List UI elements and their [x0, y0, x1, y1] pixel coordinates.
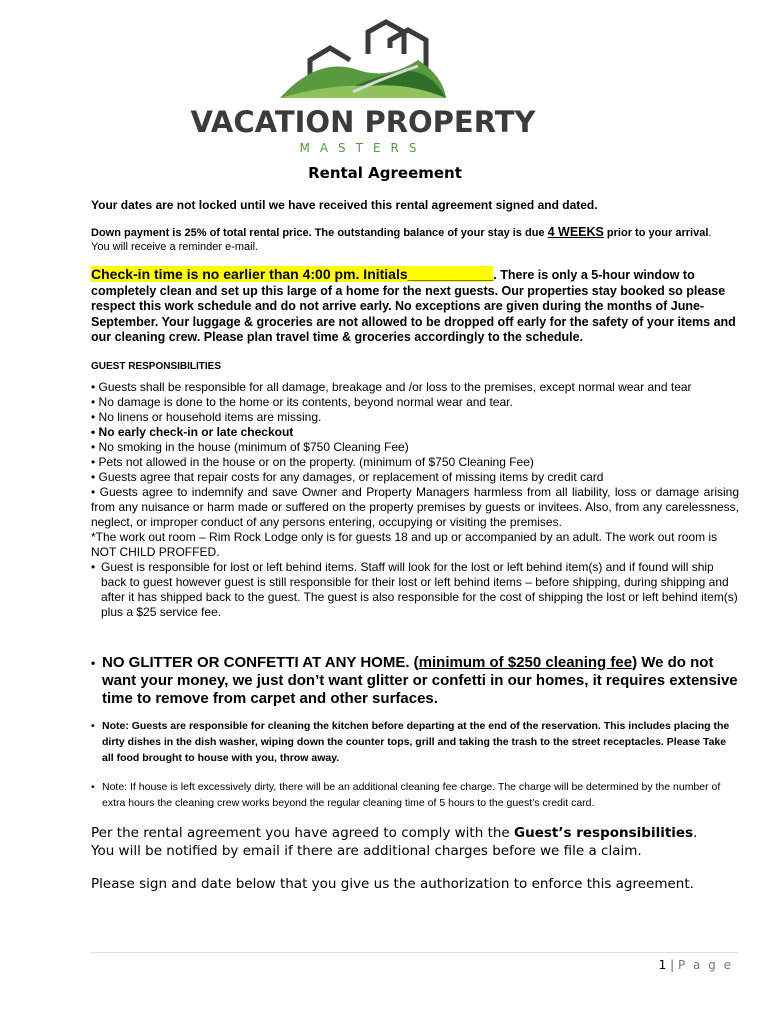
payment-paragraph: Down payment is 25% of total rental price. The outstanding balance of your stay is due 4 WEEKS prior to your arrival. You will receive a reminder e-mail. — [91, 225, 712, 253]
bullet-item: • Guests shall be responsible for all damage, breakage and /or loss to the premises, except normal wear and tear — [91, 380, 692, 394]
bullet-item: • Guest is responsible for lost or left behind items. Staff will look for the lost or left behind item(s) and if found will ship back to guest however guest is still responsible for their lost or left behind items – before shipping, during shipping and after it has shipped back to the guest. The guest is also responsible for the cost of shipping the lost or left behind item(s) plus a $25 service fee. — [91, 560, 738, 619]
footer-divider — [91, 952, 739, 953]
bullet-item: • Guests agree to indemnify and save Owner and Property Managers harmless from all liability, loss or damage arising from any nuisance or harm made or suffered on the property premises by guests or invitees. Also, from any carelessness, neglect, or improper conduct of any persons entering, occupying or visiting the premises. — [91, 485, 739, 529]
bullet-text: No smoking in the house (minimum of $750 Cleaning Fee) — [98, 440, 409, 454]
sign-instruction: Please sign and date below that you give us the authorization to enforce this agreement. — [91, 876, 694, 892]
closing-part2: . — [693, 825, 698, 841]
bullet-text: No damage is done to the home or its contents, beyond normal wear and tear. — [98, 395, 513, 409]
bullet-text: Guests agree to indemnify and save Owner and Property Managers harmless from all liability, loss or damage arising from any nuisance or harm made or suffered on the property premises by guests or invitees. Also, from any carelessness, neglect, or improper conduct of any persons entering, occupying or visiting the premises. — [91, 485, 739, 529]
bullet-item: • No linens or household items are missing. — [91, 410, 322, 424]
page-footer — [659, 958, 733, 972]
payment-part1: Down payment is 25% of total rental price. The outstanding balance of your stay is due — [91, 227, 548, 239]
bullet-text: No linens or household items are missing. — [98, 410, 322, 424]
company-logo — [190, 26, 536, 156]
kitchen-note: • Note: Guests are responsible for cleaning the kitchen before departing at the end of the reservation. This includes placing the dirty dishes in the dish washer, wiping down the counter tops, grill and taking the trash to the street receptacles. Please Take all food brought to house with you, throw away. — [91, 720, 730, 764]
logo-graphic — [190, 26, 536, 156]
checkin-highlight: Check-in time is no earlier than 4:00 pm. Initials___________ — [91, 266, 494, 282]
closing-paragraph — [91, 824, 741, 860]
glitter-notice: • NO GLITTER OR CONFETTI AT ANY HOME. (minimum of $250 cleaning fee) We do not want your money, we just don’t want glitter or confetti in our homes, it requires extensive time to remove from carpet and other surfaces. — [91, 654, 738, 707]
payment-weeks: 4 WEEKS — [547, 225, 604, 239]
lost-items-text: Guest is responsible for lost or left behind items. Staff will look for the lost or left behind item(s) and if found will ship back to guest however guest is still responsible for their lost or left behind items – before shipping, during shipping and after it has shipped back to the guest. The guest is also responsible for the cost of shipping the lost or left behind item(s) plus a $25 service fee. — [101, 560, 738, 619]
logo-line2: MASTERS — [299, 141, 427, 155]
checkin-paragraph — [91, 267, 737, 346]
bullet-text: Guests agree that repair costs for any damages, or replacement of missing items by credit card — [98, 470, 604, 484]
glitter-fee: minimum of $250 cleaning fee — [418, 654, 633, 671]
page-word: P a g e — [677, 958, 733, 972]
bullet-text: No early check-in or late checkout — [98, 425, 294, 439]
glitter-part1: NO GLITTER OR CONFETTI AT ANY HOME. ( — [102, 654, 419, 671]
intro-text: Your dates are not locked until we have received this rental agreement signed and dated. — [91, 198, 598, 212]
closing-line2: You will be notified by email if there are additional charges before we file a claim. — [91, 843, 642, 859]
payment-reminder: You will receive a reminder e-mail. — [91, 241, 259, 253]
document-title: Rental Agreement — [308, 164, 462, 182]
bullet-text: Guests shall be responsible for all damage, breakage and /or loss to the premises, except normal wear and tear — [98, 380, 692, 394]
logo-line1: VACATION PROPERTY — [190, 105, 536, 139]
bullet-item: • No damage is done to the home or its contents, beyond normal wear and tear. — [91, 395, 513, 409]
bullet-item: • Pets not allowed in the house or on the property. (minimum of $750 Cleaning Fee) — [91, 455, 534, 469]
workout-note: *The work out room – Rim Rock Lodge only is for guests 18 and up or accompanied by an adult. The work out room is NOT CHILD PROFFED. — [91, 530, 718, 559]
kitchen-note-text: Note: Guests are responsible for cleaning the kitchen before departing at the end of the reservation. This includes placing the dirty dishes in the dish washer, wiping down the counter tops, grill and taking the trash to the street receptacles. Please Take all food brought to house with you, throw away. — [102, 720, 730, 764]
checkin-rest: . There is only a 5-hour window to completely clean and set up this large of a home for the next guests. Our properties stay booked so please respect this work schedule and do not arrive early. No exceptions are given during the months of June-September. Your luggage & groceries are not allowed to be dropped off early for the safety of your items and our cleaning crew. Please plan travel time & groceries accordingly to the schedule. — [91, 268, 736, 344]
guest-heading: GUEST RESPONSIBILITIES — [91, 361, 222, 372]
bullet-text: Pets not allowed in the house or on the property. (minimum of $750 Cleaning Fee) — [98, 455, 534, 469]
guest-bullet-list — [91, 380, 739, 620]
bullet-item: • Guests agree that repair costs for any damages, or replacement of missing items by credit card — [91, 470, 604, 484]
glitter-part2: ) We do not want your money, we just don’t want glitter or confetti in our homes, it requires extensive time to remove from carpet and other surfaces. — [102, 654, 738, 707]
page-separator: | — [666, 958, 678, 972]
bullet-item: • No early check-in or late checkout — [91, 425, 294, 439]
page-number: 1 — [658, 958, 667, 972]
bullet-item: • No smoking in the house (minimum of $750 Cleaning Fee) — [91, 440, 409, 454]
cleaning-fee-note: • Note: If house is left excessively dirty, there will be an additional cleaning fee charge. The charge will be determined by the number of extra hours the cleaning crew works beyond the regular cleaning time of 5 hours to the guest’s credit card. — [91, 779, 731, 811]
closing-part1: Per the rental agreement you have agreed to comply with the — [91, 825, 515, 841]
cleaning-fee-note-text: Note: If house is left excessively dirty, there will be an additional cleaning fee charge. The charge will be determined by the number of extra hours the cleaning crew works beyond the regular cleaning time of 5 hours to the guest’s credit card. — [102, 781, 721, 809]
closing-bold: Guest’s responsibilities — [514, 825, 694, 841]
payment-part2: prior to your arrival — [603, 227, 709, 239]
